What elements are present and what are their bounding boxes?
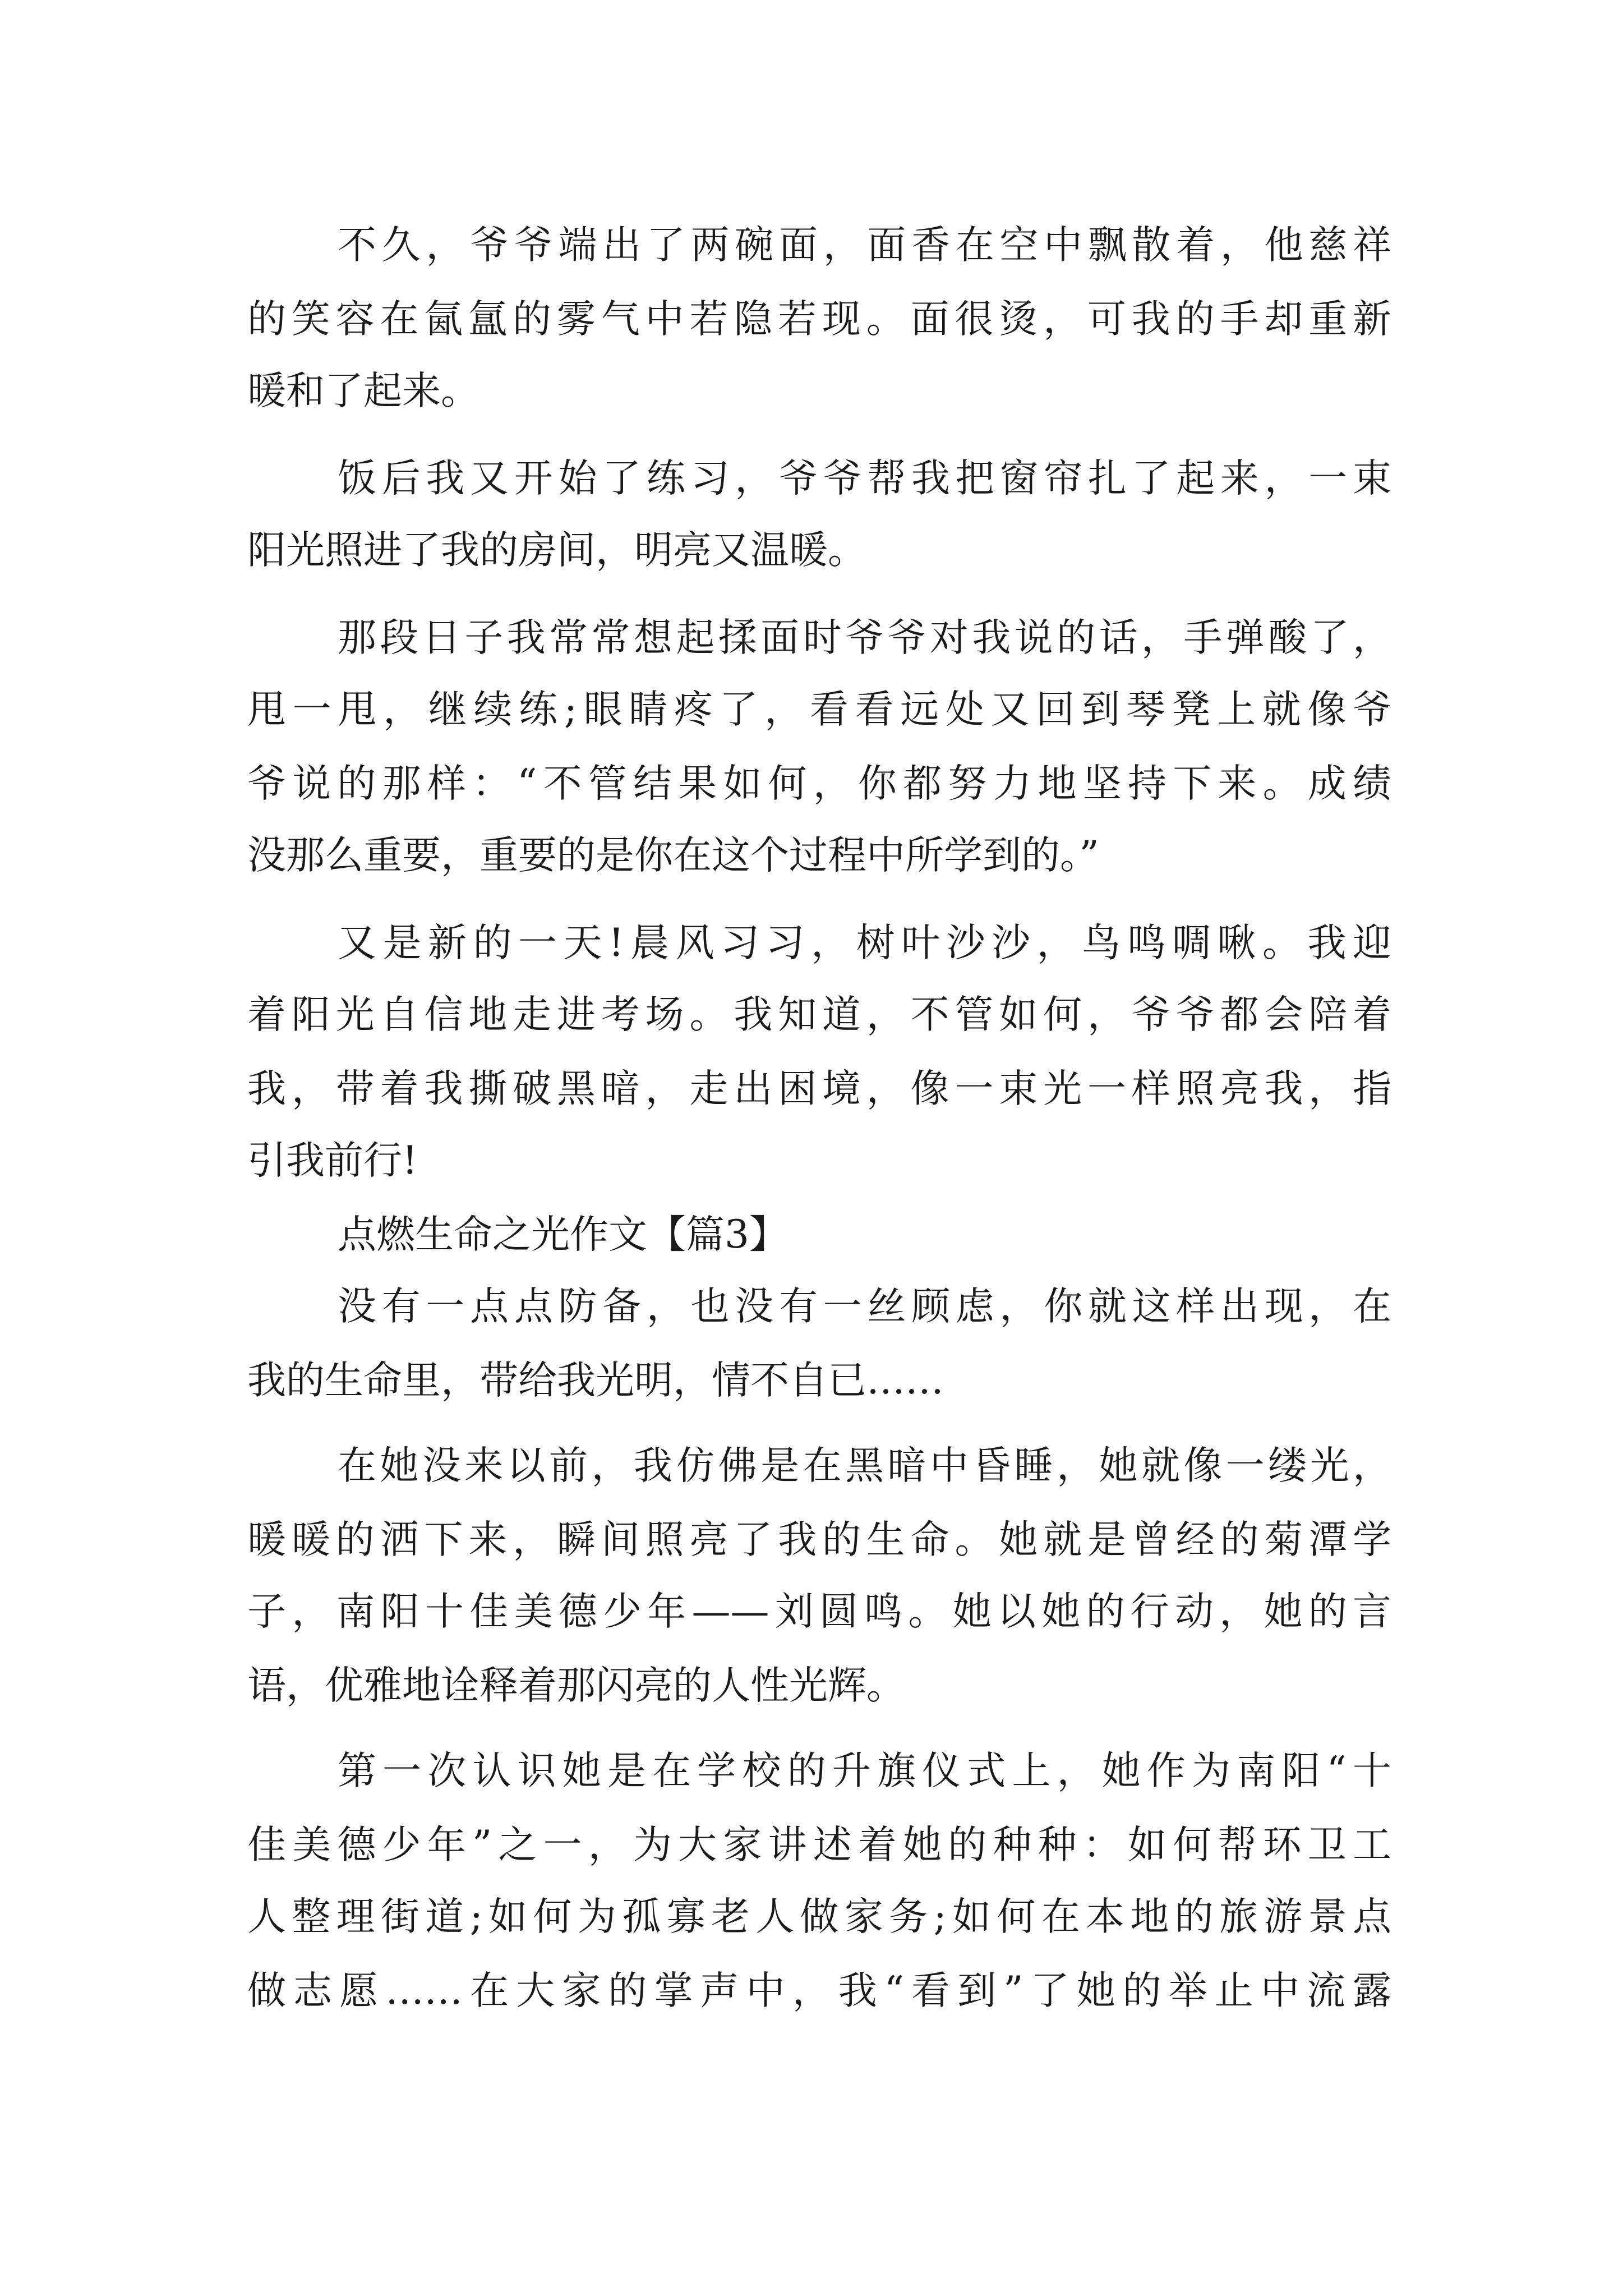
- text-line: 引我前行!: [247, 1138, 418, 1183]
- text-line: 阳光照进了我的房间，明亮又温暖。: [247, 528, 866, 573]
- text-line: 我的生命里，带给我光明，情不自已……: [247, 1358, 944, 1403]
- text-line: 没有一点点防备，也没有一丝顾虑，你就这样出现，在: [338, 1284, 1391, 1329]
- text-line: 甩一甩，继续练;眼睛疼了，看看远处又回到琴凳上就像爷: [247, 687, 1391, 732]
- text-line: 没那么重要，重要的是你在这个过程中所学到的。”: [247, 833, 1099, 878]
- text-line: 的笑容在氤氲的雾气中若隐若现。面很烫，可我的手却重新: [247, 297, 1391, 342]
- text-line: 暖暖的洒下来，瞬间照亮了我的生命。她就是曾经的菊潭学: [247, 1517, 1391, 1562]
- text-line: 那段日子我常常想起揉面时爷爷对我说的话，手弹酸了，: [338, 615, 1391, 660]
- text-line: 人整理街道;如何为孤寡老人做家务;如何在本地的旅游景点: [247, 1894, 1391, 1939]
- text-line: 在她没来以前，我仿佛是在黑暗中昏睡，她就像一缕光，: [338, 1443, 1391, 1488]
- text-line: 语，优雅地诠释着那闪亮的人性光辉。: [247, 1663, 905, 1708]
- section-heading: 点燃生命之光作文【篇3】: [338, 1212, 788, 1257]
- text-line: 我，带着我撕破黑暗，走出困境，像一束光一样照亮我，指: [247, 1066, 1391, 1111]
- text-line: 又是新的一天!晨风习习，树叶沙沙，鸟鸣啁啾。我迎: [338, 921, 1391, 965]
- text-line: 子，南阳十佳美德少年——刘圆鸣。她以她的行动，她的言: [247, 1589, 1391, 1634]
- text-line: 饭后我又开始了练习，爷爷帮我把窗帘扎了起来，一束: [338, 456, 1391, 501]
- text-line: 佳美德少年”之一，为大家讲述着她的种种：如何帮环卫工: [247, 1823, 1391, 1867]
- text-line: 第一次认识她是在学校的升旗仪式上，她作为南阳“十: [338, 1749, 1391, 1793]
- text-line: 爷说的那样：“不管结果如何，你都努力地坚持下来。成绩: [247, 761, 1391, 806]
- text-line: 做志愿……在大家的掌声中，我“看到”了她的举止中流露: [247, 1968, 1391, 2013]
- text-line: 着阳光自信地走进考场。我知道，不管如何，爷爷都会陪着: [247, 992, 1391, 1037]
- text-line: 暖和了起来。: [247, 369, 479, 413]
- text-line: 不久，爷爷端出了两碗面，面香在空中飘散着，他慈祥: [338, 223, 1391, 268]
